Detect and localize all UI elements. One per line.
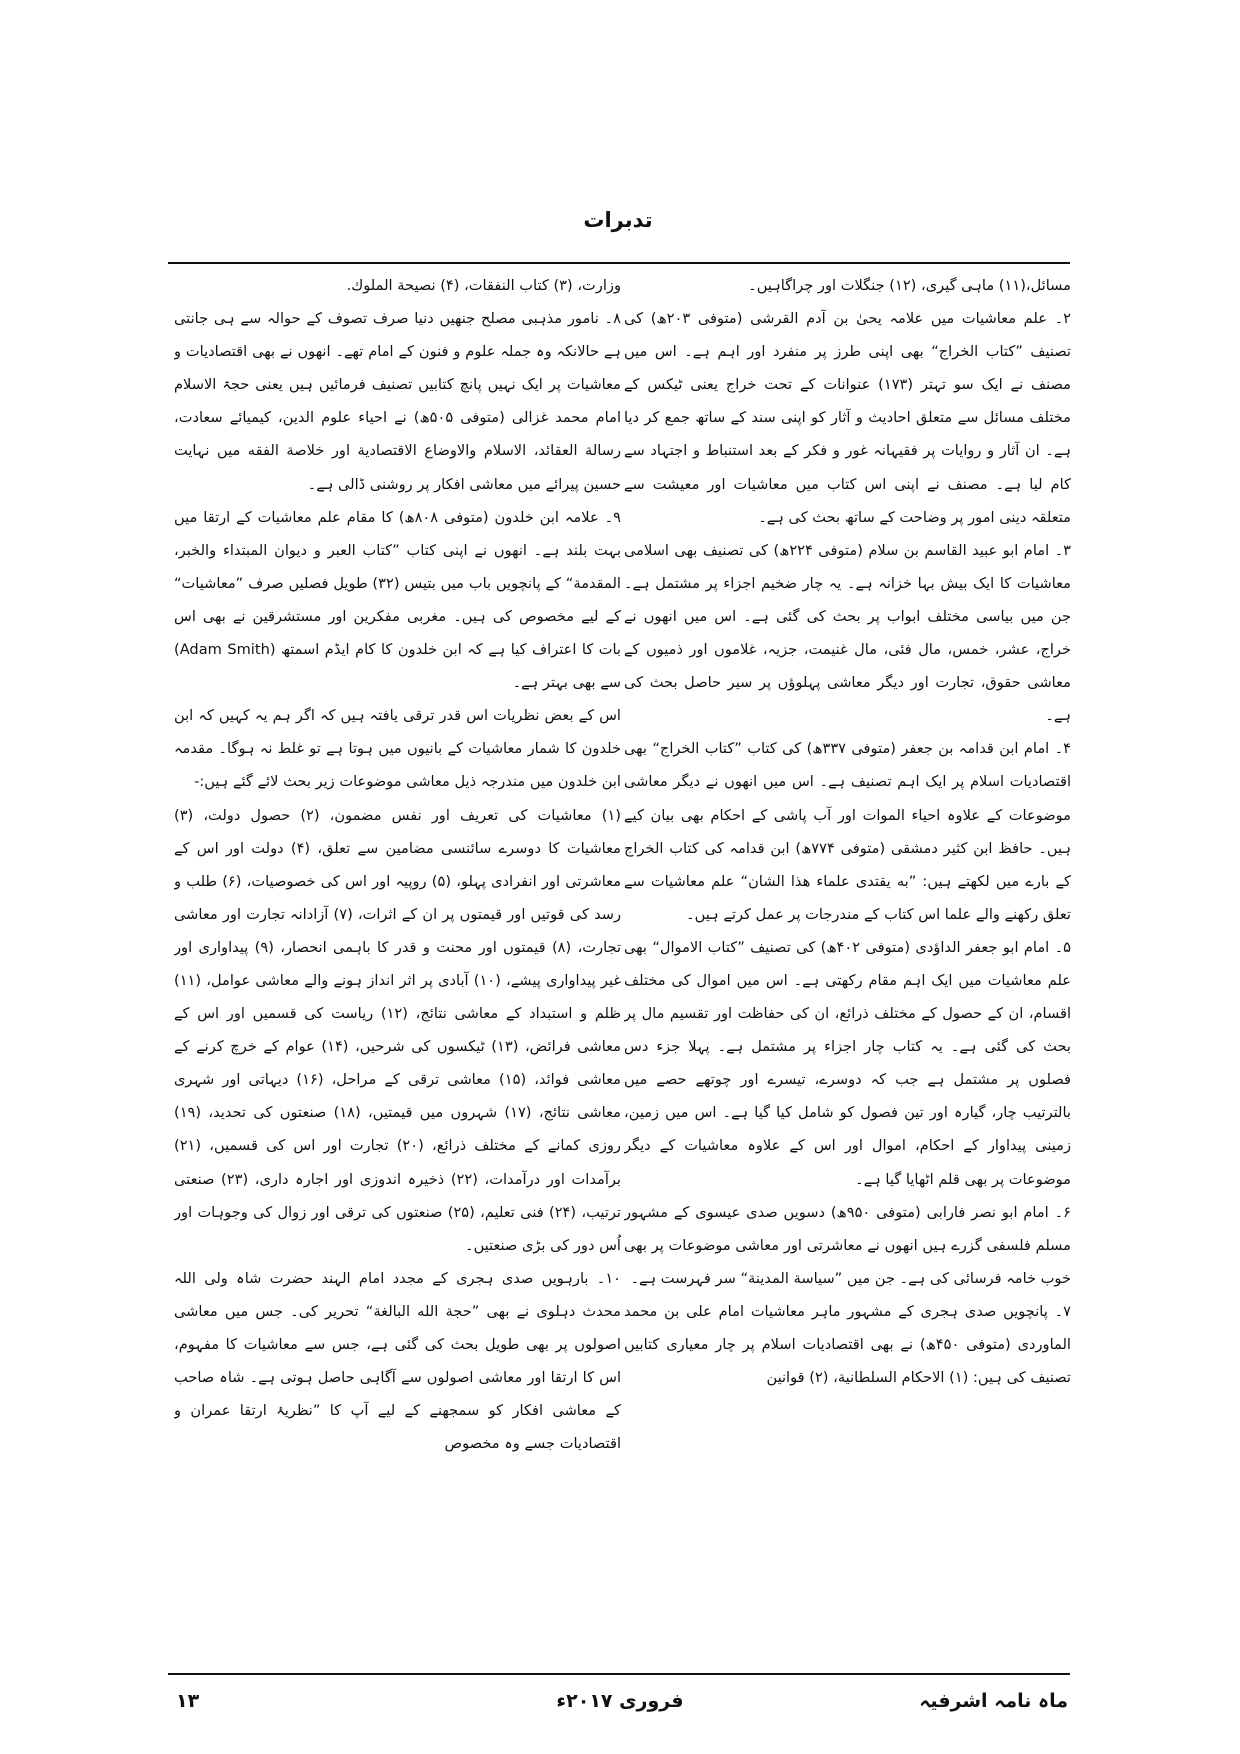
paragraph: مسائل،(۱۱) ماہی گیری، (۱۲) جنگلات اور چراگاہیں۔ xyxy=(748,277,1071,294)
paragraph: ۷۔ پانچویں صدی ہجری کے مشہور ماہر معاشیات امام علی بن محمد الماوردی (متوفی ۴۵۰ھ) نے بھی اقتصادیات اسلام پر چار معیاری کتابیں تصنیف کی ہیں: (۱) الاحكام السلطانية، (۲) قوانین xyxy=(624,1302,1071,1387)
paragraph: ۱۰۔ بارہویں صدی ہجری کے مجدد امام الہند حضرت شاہ ولی اللہ محدث دہلوی نے بھی ”حجة الله البالغة“ تحریر کی۔ جس میں معاشی اصولوں پر بھی طویل بحث کی گئی ہے، جس سے معاشیات کا مفہوم، اس کا ارتقا اور معاشی اصولوں سے آگاہی حاصل ہوتی ہے۔ شاہ صاحب کے معاشی افکار کو سمجھنے کے لیے آپ کا ”نظریۂ ارتقا عمران و اقتصادیات جسے وہ مخصوص xyxy=(174,1269,621,1453)
paragraph: ۳۔ امام ابو عبید القاسم بن سلام (متوفی ۲۲۴ھ) کی تصنیف بھی اسلامی معاشیات کا ایک بیش بہا خزانہ ہے۔ یہ چار ضخیم اجزاء پر مشتمل ہے۔ جن میں بیاسی مختلف ابواب پر بحث کی گئی ہے۔ اس میں انھوں نے خراج، عشر، خمس، مال فئی، مال غنیمت، جزیہ، غلاموں اور ذمیوں کے معاشی حقوق، تجارت اور دیگر معاشی پہلوؤں پر سیر حاصل بحث کی ہے۔ xyxy=(624,541,1071,725)
paragraph: وزارت، (۳) كتاب النفقات، (۴) نصيحة الملوك. xyxy=(346,277,621,294)
paragraph: ۹۔ علامہ ابن خلدون (متوفی ۸۰۸ھ) کا مقام علم معاشیات کے ارتقا میں بہت بلند ہے۔ انھوں نے اپنی کتاب ”کتاب العبر و دیوان المبتداء والخبر، المقدمة“ کے پانچویں باب میں بتیس (۳۲) طویل فصلیں صرف ”معاشیات“ کے لیے مخصوص کی ہیں۔ مغربی مفکرین اور مستشرقین نے بھی اس بات کا اعتراف کیا ہے کہ ابن خلدون کا کام ایڈم اسمتھ (Adam Smith) سے بھی بہتر ہے۔ xyxy=(174,508,621,692)
paragraph: ۴۔ امام ابن قدامہ بن جعفر (متوفی ۳۳۷ھ) کی کتاب ”کتاب الخراج“ بھی اقتصادیات اسلام پر ایک اہم تصنیف ہے۔ اس میں انھوں نے دیگر معاشی موضوعات کے علاوہ احیاء الموات اور آب پاشی کے احکام بھی بیان کیے ہیں۔ حافظ ابن کثیر دمشقی (متوفی ۷۷۴ھ) ابن قدامہ کی کتاب الخراج کے بارے میں لکھتے ہیں: ”به يقتدى علماء هذا الشان“ علم معاشیات سے تعلق رکھنے والے علما اس کتاب کے مندرجات پر عمل کرتے ہیں۔ xyxy=(624,740,1071,923)
paragraph: ۵۔ امام ابو جعفر الداؤدی (متوفی ۴۰۲ھ) کی تصنیف ”کتاب الاموال“ بھی علم معاشیات میں ایک اہم مقام رکھتی ہے۔ اس میں اموال کی مختلف اقسام، ان کے حصول کے مختلف ذرائع، ان کی حفاظت اور تقسیم مال پر بحث کی گئی ہے۔ یہ کتاب چار اجزاء پر مشتمل ہے۔ پہلا جزء دس فصلوں پر مشتمل ہے جب کہ دوسرے، تیسرے اور چوتھے حصے میں بالترتیب چار، گیارہ اور تین فصول کو شامل کیا گیا ہے۔ اس میں زمین، زمینی پیداوار کے احکام، اموال اور اس کے علاوہ معاشیات کے دیگر موضوعات پر بھی قلم اٹھایا گیا ہے۔ xyxy=(624,938,1071,1188)
left-column xyxy=(174,269,621,1664)
footer-rule xyxy=(168,1673,1070,1675)
paragraph: ۶۔ امام ابو نصر فارابی (متوفی ۹۵۰ھ) دسویں صدی عیسوی کے مشہور مسلم فلسفی گزرے ہیں انھوں نے معاشرتی اور معاشی موضوعات پر بھی خوب خامہ فرسائی کی ہے۔ جن میں ”سياسة المدينة“ سر فہرست ہے۔ xyxy=(624,1203,1071,1287)
paragraph: ۸۔ نامور مذہبی مصلح جنھیں دنیا صرف تصوف کے حوالہ سے ہی جانتی ہے حالانکہ وہ جملہ علوم و فنون کے امام تھے۔ انھوں نے بھی اقتصادیات و معاشیات پر ایک نہیں پانچ کتابیں تصنیف فرمائیں ہیں یعنی حجۃ الاسلام امام محمد غزالی (متوفی ۵۰۵ھ) نے احیاء علوم الدین، کیمیائے سعادت، رسالة العقائد، الاسلام والاوضاع الاقتصادية اور خلاصة الفقه میں نہایت حسین پیرائے میں معاشی افکار پر روشنی ڈالی ہے۔ xyxy=(174,310,621,493)
paragraph: اس کے بعض نظریات اس قدر ترقی یافتہ ہیں کہ اگر ہم یہ کہیں کہ ابن خلدون کا شمار معاشیات کے بانیوں میں ہوتا ہے تو غلط نہ ہوگا۔ مقدمہ ابن خلدون میں مندرجہ ذیل معاشی موضوعات زیر بحث لائے گئے ہیں:- xyxy=(174,707,621,791)
header-rule xyxy=(168,262,1070,264)
running-header: تدبرات xyxy=(583,208,653,232)
page-number: ۱۳ xyxy=(176,1690,200,1712)
right-column xyxy=(624,269,1071,1664)
paragraph: (۱) معاشیات کی تعریف اور نفس مضمون، (۲) حصول دولت، (۳) معاشیات کا دوسرے سائنسی مضامین سے تعلق، (۴) دولت اور اس کے معاشرتی اور انفرادی پہلو، (۵) روپیہ اور اس کی خصوصیات، (۶) طلب و رسد کی قوتیں اور قیمتوں پر ان کے اثرات، (۷) آزادانہ تجارت اور معاشی تجارت، (۸) قیمتوں اور محنت و قدر کا باہمی انحصار، (۹) پیداواری اور غیر پیداواری پیشے، (۱۰) آبادی پر اثر انداز ہونے والے معاشی عوامل، (۱۱) ظلم و استبداد کے معاشی نتائج، (۱۲) ریاست کی قسمیں اور اس کے معاشی فرائض، (۱۳) ٹیکسوں کی شرحیں، (۱۴) عوام کے خرچ کرنے کے معاشی فوائد، (۱۵) معاشی ترقی کے مراحل، (۱۶) دیہاتی اور شہری معاشی نتائج، (۱۷) شہروں میں قیمتیں، (۱۸) صنعتوں کی تحدید، (۱۹) روزی کمانے کے مختلف ذرائع، (۲۰) تجارت اور اس کی قسمیں، (۲۱) برآمدات اور درآمدات، (۲۲) ذخیرہ اندوزی اور اجارہ داری، (۲۳) صنعتی ترتیب، (۲۴) فنی تعلیم، (۲۵) صنعتوں کی ترقی اور زوال کی وجوہات اور اُس دور کی بڑی صنعتیں۔ xyxy=(174,806,621,1254)
magazine-name: ماہ نامہ اشرفیہ xyxy=(919,1690,1068,1712)
paragraph: ۲۔ علم معاشیات میں علامہ یحیٰ بن آدم القرشی (متوفی ۲۰۳ھ) کی تصنیف ”کتاب الخراج“ بھی اپنی طرز پر منفرد اور اہم ہے۔ اس میں مصنف نے ایک سو تہتر (۱۷۳) عنوانات کے تحت خراج یعنی ٹیکس کے مختلف مسائل سے متعلق احادیث و آثار کو اپنی سند کے ساتھ جمع کر دیا ہے۔ ان آثار و روایات پر فقیہانہ غور و فکر کے بعد استنباط و اجتہاد سے کام لیا ہے۔ مصنف نے اپنی اس کتاب میں معاشیات اور معیشت سے متعلقہ دینی امور پر وضاحت کے ساتھ بحث کی ہے۔ xyxy=(624,310,1071,526)
issue-date: فروری ۲۰۱۷ء xyxy=(556,1690,684,1712)
